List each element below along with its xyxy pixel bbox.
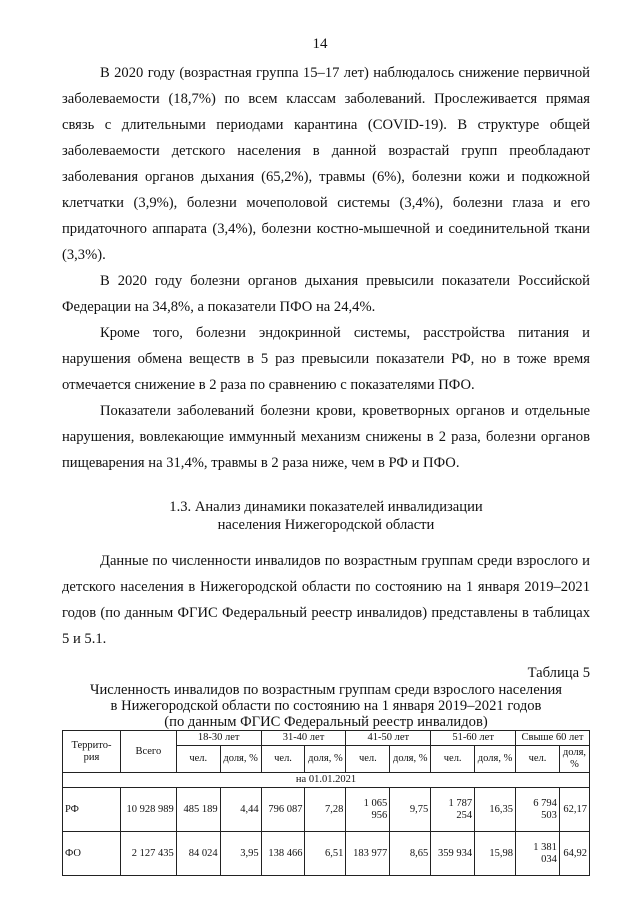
paragraph-4: Показатели заболеваний болезни крови, кроветворных органов и отдельные нарушения, вовлекающие иммунный механизм снижены в 2 раза, болезни органов пищеварения на 31,4%, травмы в 2 раза ниже, чем в РФ и ПФО.: [62, 403, 590, 471]
header-age-group: Свыше 60 лет: [516, 731, 590, 746]
table-row: [63, 832, 590, 876]
header-age-group: 18-30 лет: [176, 731, 261, 746]
table-row: [63, 788, 590, 832]
cell-count: 6 794 503: [516, 788, 560, 832]
page-number: 14: [312, 36, 328, 52]
subheader-share: доля, %: [220, 746, 261, 773]
disability-table: [62, 730, 590, 876]
header-age-group: 41-50 лет: [346, 731, 431, 746]
subheader-count: чел.: [176, 746, 220, 773]
subheader-count: чел.: [261, 746, 305, 773]
paragraph-1: В 2020 году (возрастная группа 15–17 лет) наблюдалось снижение первичной заболеваемости (18,7%) по всем классам заболеваний. Прослеживается прямая связь с длительными периодами карантина (COVID-19). В структуре общей заболеваемости детского населения в данной возрастай групп преобладают заболевания органов дыхания (65,2%), травмы (6%), болезни кожи и подкожной клетчатки (3,9%), болезни мочеполовой системы (3,4%), болезни глаза и его придаточного аппарата (3,4%), болезни костно-мышечной и соединительной ткани (3,3%).: [62, 65, 590, 263]
subheader-share: доля, %: [305, 746, 346, 773]
cell-share: 64,92: [559, 832, 589, 876]
subheader-count: чел.: [346, 746, 390, 773]
cell-share: 9,75: [390, 788, 431, 832]
cell-count: 138 466: [261, 832, 305, 876]
cell-share: 3,95: [220, 832, 261, 876]
header-age-group: 51-60 лет: [431, 731, 516, 746]
subheader-count: чел.: [516, 746, 560, 773]
cell-count: 183 977: [346, 832, 390, 876]
paragraph-2: В 2020 году болезни органов дыхания превысили показатели Российской Федерации на 34,8%, а показатели ПФО на 24,4%.: [62, 273, 590, 315]
intro-paragraph: Данные по численности инвалидов по возрастным группам среди взрослого и детского населения в Нижегородской области по состоянию на 1 января 2019–2021 годов (по данным ФГИС Федеральный реестр инвалидов) представлены в таблицах 5 и 5.1.: [62, 553, 590, 647]
cell-count: 1 381 034: [516, 832, 560, 876]
cell-share: 6,51: [305, 832, 346, 876]
cell-total: 2 127 435: [120, 832, 176, 876]
cell-share: 4,44: [220, 788, 261, 832]
cell-territory: ФО: [63, 832, 121, 876]
cell-count: 1 787 254: [431, 788, 475, 832]
document-body: [62, 60, 590, 876]
paragraph-3: Кроме того, болезни эндокринной системы, расстройства питания и нарушения обмена веществ в 5 раз превысили показатели РФ, но в тоже время отмечается снижение в 2 раза по сравнению с показателями ПФО.: [62, 325, 590, 393]
table-label: Таблица 5: [527, 665, 590, 681]
cell-count: 485 189: [176, 788, 220, 832]
table-caption-line-3: (по данным ФГИС Федеральный реестр инвалидов): [164, 714, 488, 730]
cell-count: 359 934: [431, 832, 475, 876]
table-date-row: на 01.01.2021: [63, 773, 590, 788]
cell-territory: РФ: [63, 788, 121, 832]
section-heading-line-1: 1.3. Анализ динамики показателей инвалидизации: [169, 499, 483, 515]
cell-share: 62,17: [559, 788, 589, 832]
cell-count: 1 065 956: [346, 788, 390, 832]
cell-share: 15,98: [475, 832, 516, 876]
table-caption-line-2: в Нижегородской области по состоянию на 1 января 2019–2021 годов: [110, 698, 542, 714]
subheader-share: доля, %: [475, 746, 516, 773]
subheader-count: чел.: [431, 746, 475, 773]
cell-share: 8,65: [390, 832, 431, 876]
cell-count: 84 024: [176, 832, 220, 876]
cell-count: 796 087: [261, 788, 305, 832]
table-caption-line-1: Численность инвалидов по возрастным группам среди взрослого населения: [89, 682, 563, 698]
section-heading-line-2: населения Нижегородской области: [217, 517, 435, 533]
header-age-group: 31-40 лет: [261, 731, 346, 746]
cell-share: 16,35: [475, 788, 516, 832]
cell-total: 10 928 989: [120, 788, 176, 832]
subheader-share: доля, %: [390, 746, 431, 773]
header-total: Всего: [120, 731, 176, 773]
header-territory: Террито-рия: [63, 731, 121, 773]
cell-share: 7,28: [305, 788, 346, 832]
section-heading: [62, 498, 590, 534]
subheader-share: доля, %: [559, 746, 589, 773]
table-caption: [62, 682, 590, 730]
